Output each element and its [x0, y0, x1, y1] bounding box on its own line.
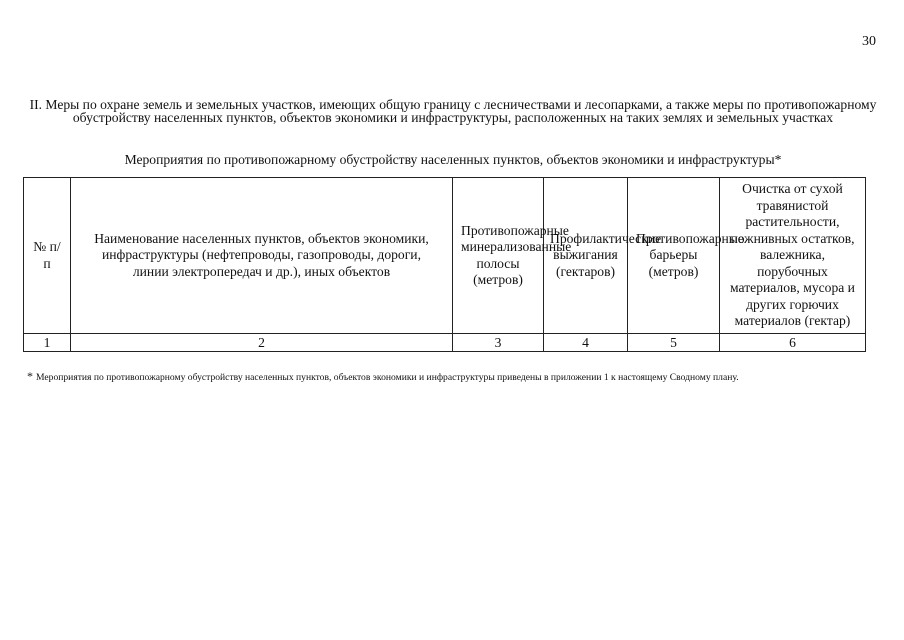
column-number-1: 1: [24, 334, 71, 352]
header-cell-clearing: [720, 178, 866, 334]
header-preventive-burning-label: Профилактические выжигания (гектаров): [550, 230, 662, 279]
header-cell-fire-barriers: [628, 178, 744, 334]
page-number: 30: [862, 34, 876, 49]
column-number-3: 3: [453, 334, 544, 352]
header-cell-number: [24, 178, 71, 334]
header-cell-mineralized-strips: [453, 178, 572, 334]
table-column-numbers-row: [24, 334, 866, 352]
column-number-4: 4: [544, 334, 628, 352]
column-number-5: 5: [628, 334, 720, 352]
table-heading: Мероприятия по противопожарному обустройству населенных пунктов, объектов экономики и инфраструктуры*: [124, 152, 782, 167]
header-number-label: № п/п: [33, 239, 61, 271]
footnote-marker: *: [27, 369, 33, 383]
footnote: [27, 370, 877, 384]
column-number-2: 2: [71, 334, 453, 352]
header-cell-name: [71, 178, 453, 334]
header-mineralized-strips-label: Противопожарные минерализованные полосы (метров): [461, 222, 572, 287]
header-clearing-label: Очистка от сухой травянистой растительности, пожнивных остатков, валежника, порубочных материалов, мусора и других горючих материалов (гектар): [730, 181, 855, 329]
header-cell-preventive-burning: [544, 178, 662, 334]
header-name-label: Наименование населенных пунктов, объектов экономики, инфраструктуры (нефтепроводы, газопроводы, дороги, линии электропередач и др.), иных объектов: [94, 230, 429, 279]
table-header-row: [24, 178, 866, 334]
section-heading: II. Меры по охране земель и земельных участков, имеющих общую границу с лесничествами и лесопарками, а также меры по противопожарному обустройству населенных пунктов, объектов экономики и инфраструктуры, расположенных на таких землях и земельных участках: [29, 97, 877, 125]
footnote-text: Мероприятия по противопожарному обустройству населенных пунктов, объектов экономики и инфраструктуры приведены в приложении 1 к настоящему Сводному плану.: [36, 372, 739, 383]
column-number-6: 6: [720, 334, 866, 352]
header-fire-barriers-label: Противопожарные барьеры (метров): [636, 230, 744, 279]
measures-table: [23, 177, 866, 352]
